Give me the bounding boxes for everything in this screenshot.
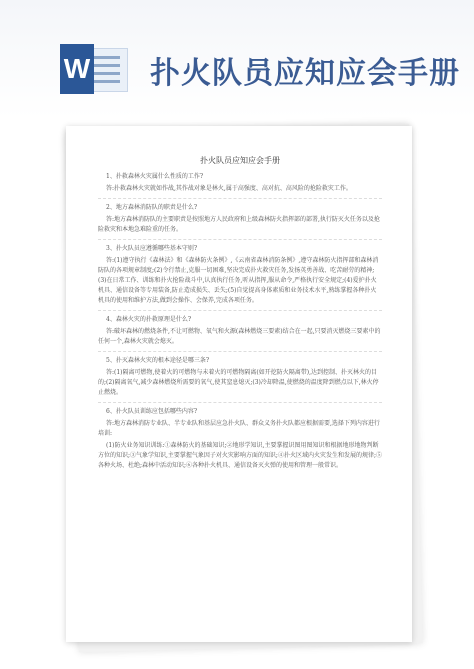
answer-text: (1)防火业务知识训练:①森林防火的基础知识;②地形学知识,主要掌握识图用图知识和根据地形地物判断方位的知识;③气象学知识,主要掌握气象因子对火灾影响方面的知识;④扑火区域内火灾发生和发展的规律;⑤各种火场、杜绝;森林中活动知识;⑥各种扑火机具、通信设备灭火弹的使用和管理一般常识。: [98, 442, 382, 469]
section-divider: [98, 402, 382, 403]
section-divider: [98, 239, 382, 240]
document-title: 扑火队员应知应会手册: [200, 156, 280, 165]
word-icon-line: [90, 64, 120, 67]
word-icon-line: [90, 72, 120, 75]
document-body: [98, 172, 382, 471]
question-text: 5、扑灭森林火灾的根本途径是哪三条?: [106, 357, 210, 364]
answer-text: 答:(1)隔离可燃物,使着火的可燃物与未着火的可燃物隔离(如开挖防火隔离带),达到控制、扑灭林火的目的;(2)隔离氧气,减少森林燃烧所需要的氧气,使其窒息熄灭;(3)冷却降温,使燃烧的温度降到燃点以下,林火停止燃烧。: [98, 369, 379, 396]
question-text: 3、扑火队员应遵循哪些基本守则?: [106, 245, 198, 252]
word-icon-line: [90, 56, 120, 59]
answer-text: 答:(1)遵守执行《森林法》和《森林防火条例》,《云南省森林消防条例》,遵守森林防火指挥部和森林消防队的各项规章制度;(2)令行禁止,克服一切困难,坚决完成扑火救灾任务,发扬英勇善战、吃苦耐劳的精神;(3)在日常工作、训练和扑火抢险战斗中,认真执行任务,听从指挥,服从命令,严格执行安全规定;(4)爱护扑火机具、通信设备等专用装备,防止造成损失、丢失;(5)自觉提高身体素质和业务技术水平,熟练掌握各种扑火机具的使用和维护方法,做到会操作、会保养,完成各项任务。: [98, 257, 379, 304]
answer-text: 答:破坏森林的燃烧条件,不让可燃物、氧气和火源(森林燃烧三要素)结合在一起,只要消灭燃烧三要素中的任何一个,森林火灾就会熄灭。: [98, 328, 381, 345]
answer-text: 答:扑救森林火灾就如作战,其作战对象是林火,属于高强度、高对抗、高风险的抢险救灾工作。: [106, 185, 352, 192]
answer-text: 答:地方森林消防专业队、半专业队和基层应急扑火队、群众义务扑火队都应根据需要,选择下列内容进行培训:: [98, 420, 380, 437]
header-banner: [0, 0, 474, 118]
answer-text: 答:地方森林消防队的主要职责是按照地方人民政府和上级森林防火指挥部的部署,执行防灭火任务以及抢险救灾和本地急难险重的任务。: [98, 216, 380, 233]
question-text: 4、森林火灾的扑救原理是什么?: [106, 316, 192, 323]
document-preview: [66, 126, 412, 642]
section-divider: [98, 310, 382, 311]
word-document-icon: [60, 44, 128, 94]
page-title: 扑火队员应知应会手册: [150, 56, 460, 91]
section-divider: [98, 198, 382, 199]
section-divider: [98, 351, 382, 352]
question-text: 2、地方森林消防队的职责是什么?: [106, 204, 198, 211]
question-text: 1、扑救森林火灾属什么性质的工作?: [106, 173, 204, 180]
word-icon-letter: W: [60, 44, 94, 94]
question-text: 6、扑火队员训练应包括哪些内容?: [106, 408, 198, 415]
word-icon-line: [90, 80, 120, 83]
